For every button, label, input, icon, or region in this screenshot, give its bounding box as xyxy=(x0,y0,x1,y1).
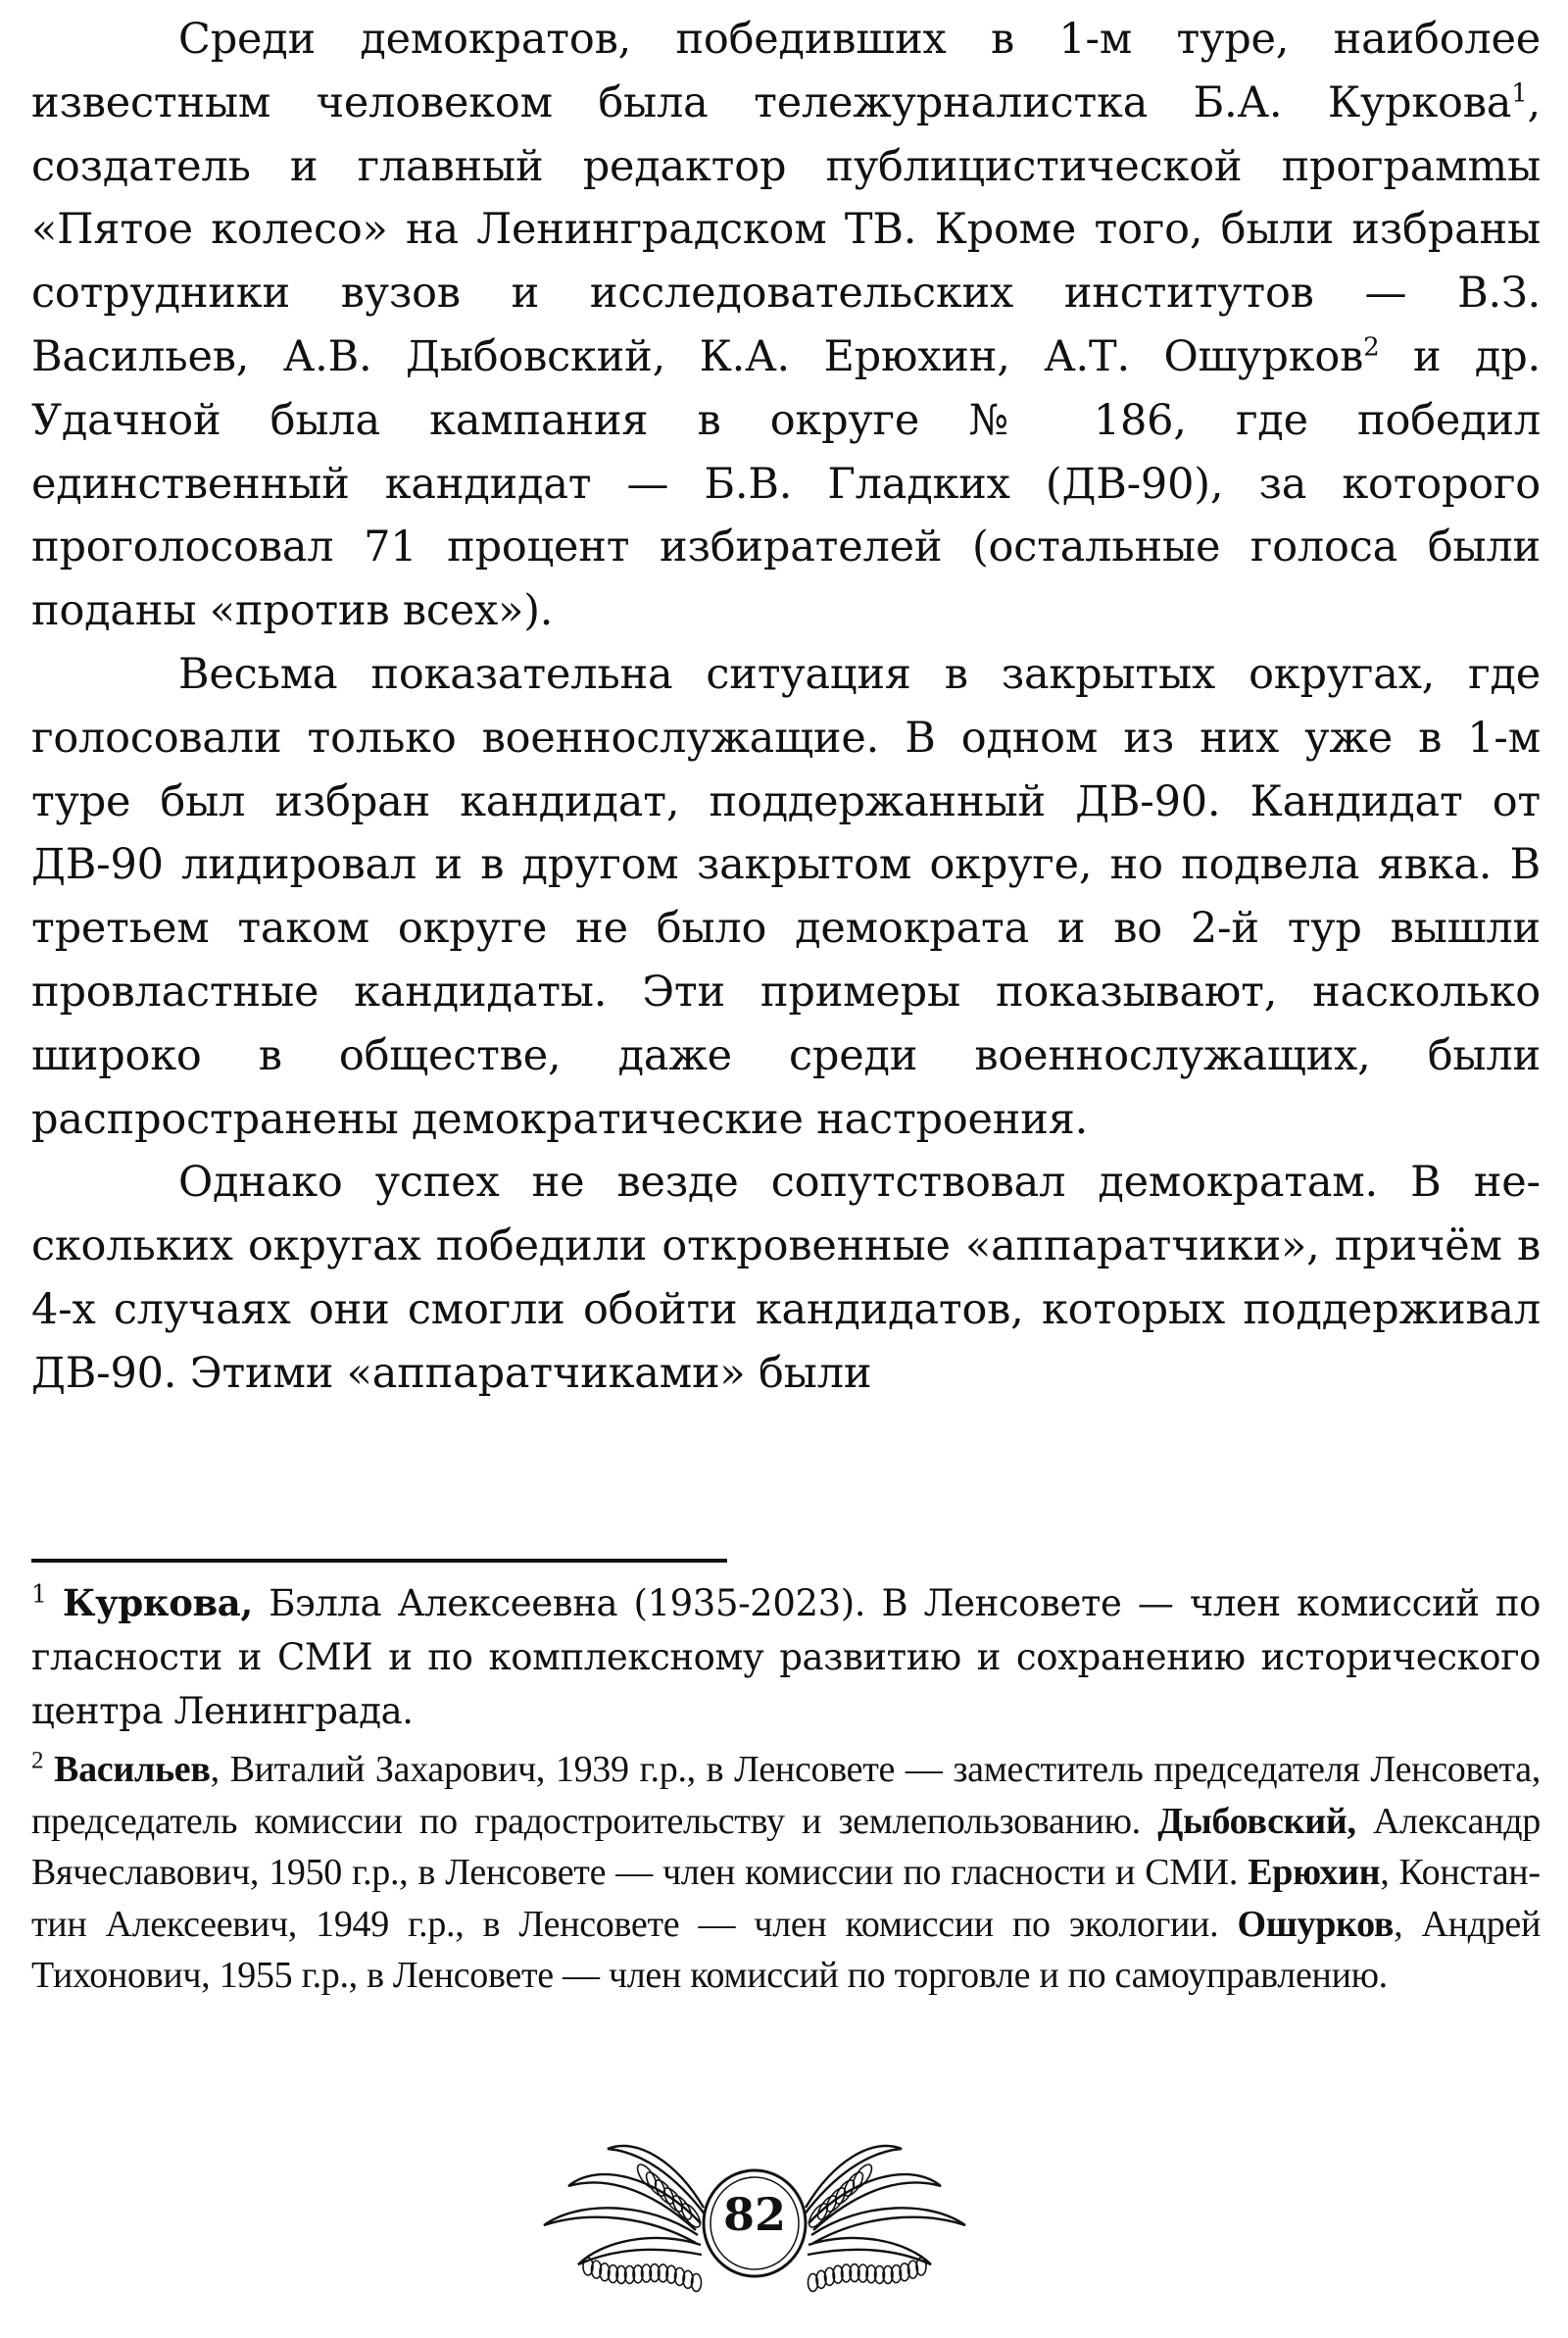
text-run: Весьма показательна ситуация в закрытых округах, где голосовали только военнослужащие. В одном из них уже в 1-м туре был избран кандидат, поддержанный ДВ-90. Кандидат от ДВ-90 лидировал и в другом закрытом округе, но подвела явка. В третьем таком округе не было демократа и во 2-й тур вышли провластные кандидаты. Эти примеры показывают, насколько широко в обществе, даже среди военнослужащих, были распространены демократические настроения. xyxy=(31,649,1541,1144)
text-run: , создатель и главный редактор публицистической програмmы «Пятое колесо» на Ленинградском ТВ. Кроме того, были избраны сотрудники вузов и исследовательских институтов — В.З. Васильев, А.В. Дыбовский, К.А. Ерюхин, А.Т. Ошурков xyxy=(31,77,1541,381)
footnote-name: Куркова, xyxy=(62,1581,253,1624)
text-run: Однако успех не везде сопутствовал демократам. В нескольких округах победили откровенные «аппаратчики», причём в 4-х случаях они смогли обойти кандидатов, которых поддерживал ДВ-90. Этими «аппаратчиками» были xyxy=(31,1158,1541,1398)
footnote-number: 1 xyxy=(31,1579,47,1609)
page-number-ornament xyxy=(510,2108,1000,2313)
footnote-name: Васильев xyxy=(54,1749,211,1790)
footnote-text: Бэлла Алексеевна (1935-2023). В Ленсовете — член комиссий по гласности и СМИ и по комплексному развитию и сохранению исторического центра Ленинграда. xyxy=(31,1582,1541,1732)
footnote-separator xyxy=(31,1559,727,1563)
text-run: и др. Удачной была кампания в округе № 186, где победил единственный кандидат — Б.В. Гладких (ДВ-90), за которого проголосовал 71 процент избирателей (остальные голоса были поданы «против всех»). xyxy=(31,331,1541,636)
page-number: 82 xyxy=(722,2188,786,2241)
paragraph xyxy=(31,643,1541,1151)
footnote xyxy=(31,1744,1541,2002)
footnote-text: , Константин Алексеевич, 1949 г.р., в Ленсовете — член комиссии по экологии. xyxy=(31,1852,1542,1945)
footnotes xyxy=(31,1576,1541,2002)
footnote-name: Ошурков xyxy=(1237,1903,1395,1945)
footnote-reference: 2 xyxy=(1363,332,1380,363)
footnote-name: Ерюхин xyxy=(1248,1852,1381,1893)
paragraph xyxy=(31,1151,1541,1405)
book-page xyxy=(31,8,1541,2321)
footnote-text: Александр Вячеславович, 1950 г.р., в Ленсовете — член комиссии по гласности и СМИ. xyxy=(31,1800,1541,1893)
footnote-text: , Андрей Тихонович, 1955 г.р., в Ленсовете — член комиссий по торговле и по самоуправлению. xyxy=(31,1903,1541,1996)
paragraph xyxy=(31,8,1541,643)
footnote-text: , Виталий Захарович, 1939 г.р., в Ленсовете — заместитель председателя Ленсовета, председатель комиссии по градостроительству и землепользованию. xyxy=(31,1749,1542,1842)
footnote-reference: 1 xyxy=(1511,78,1528,109)
footnote-name: Дыбовский, xyxy=(1157,1800,1356,1842)
text-run: Среди демократов, победивших в 1-м туре, наиболее известным человеком была тележурналистка Б.А. Куркова xyxy=(31,15,1541,127)
body-text xyxy=(31,8,1541,1406)
footnote xyxy=(31,1576,1541,1738)
footnote-number: 2 xyxy=(31,1747,44,1774)
